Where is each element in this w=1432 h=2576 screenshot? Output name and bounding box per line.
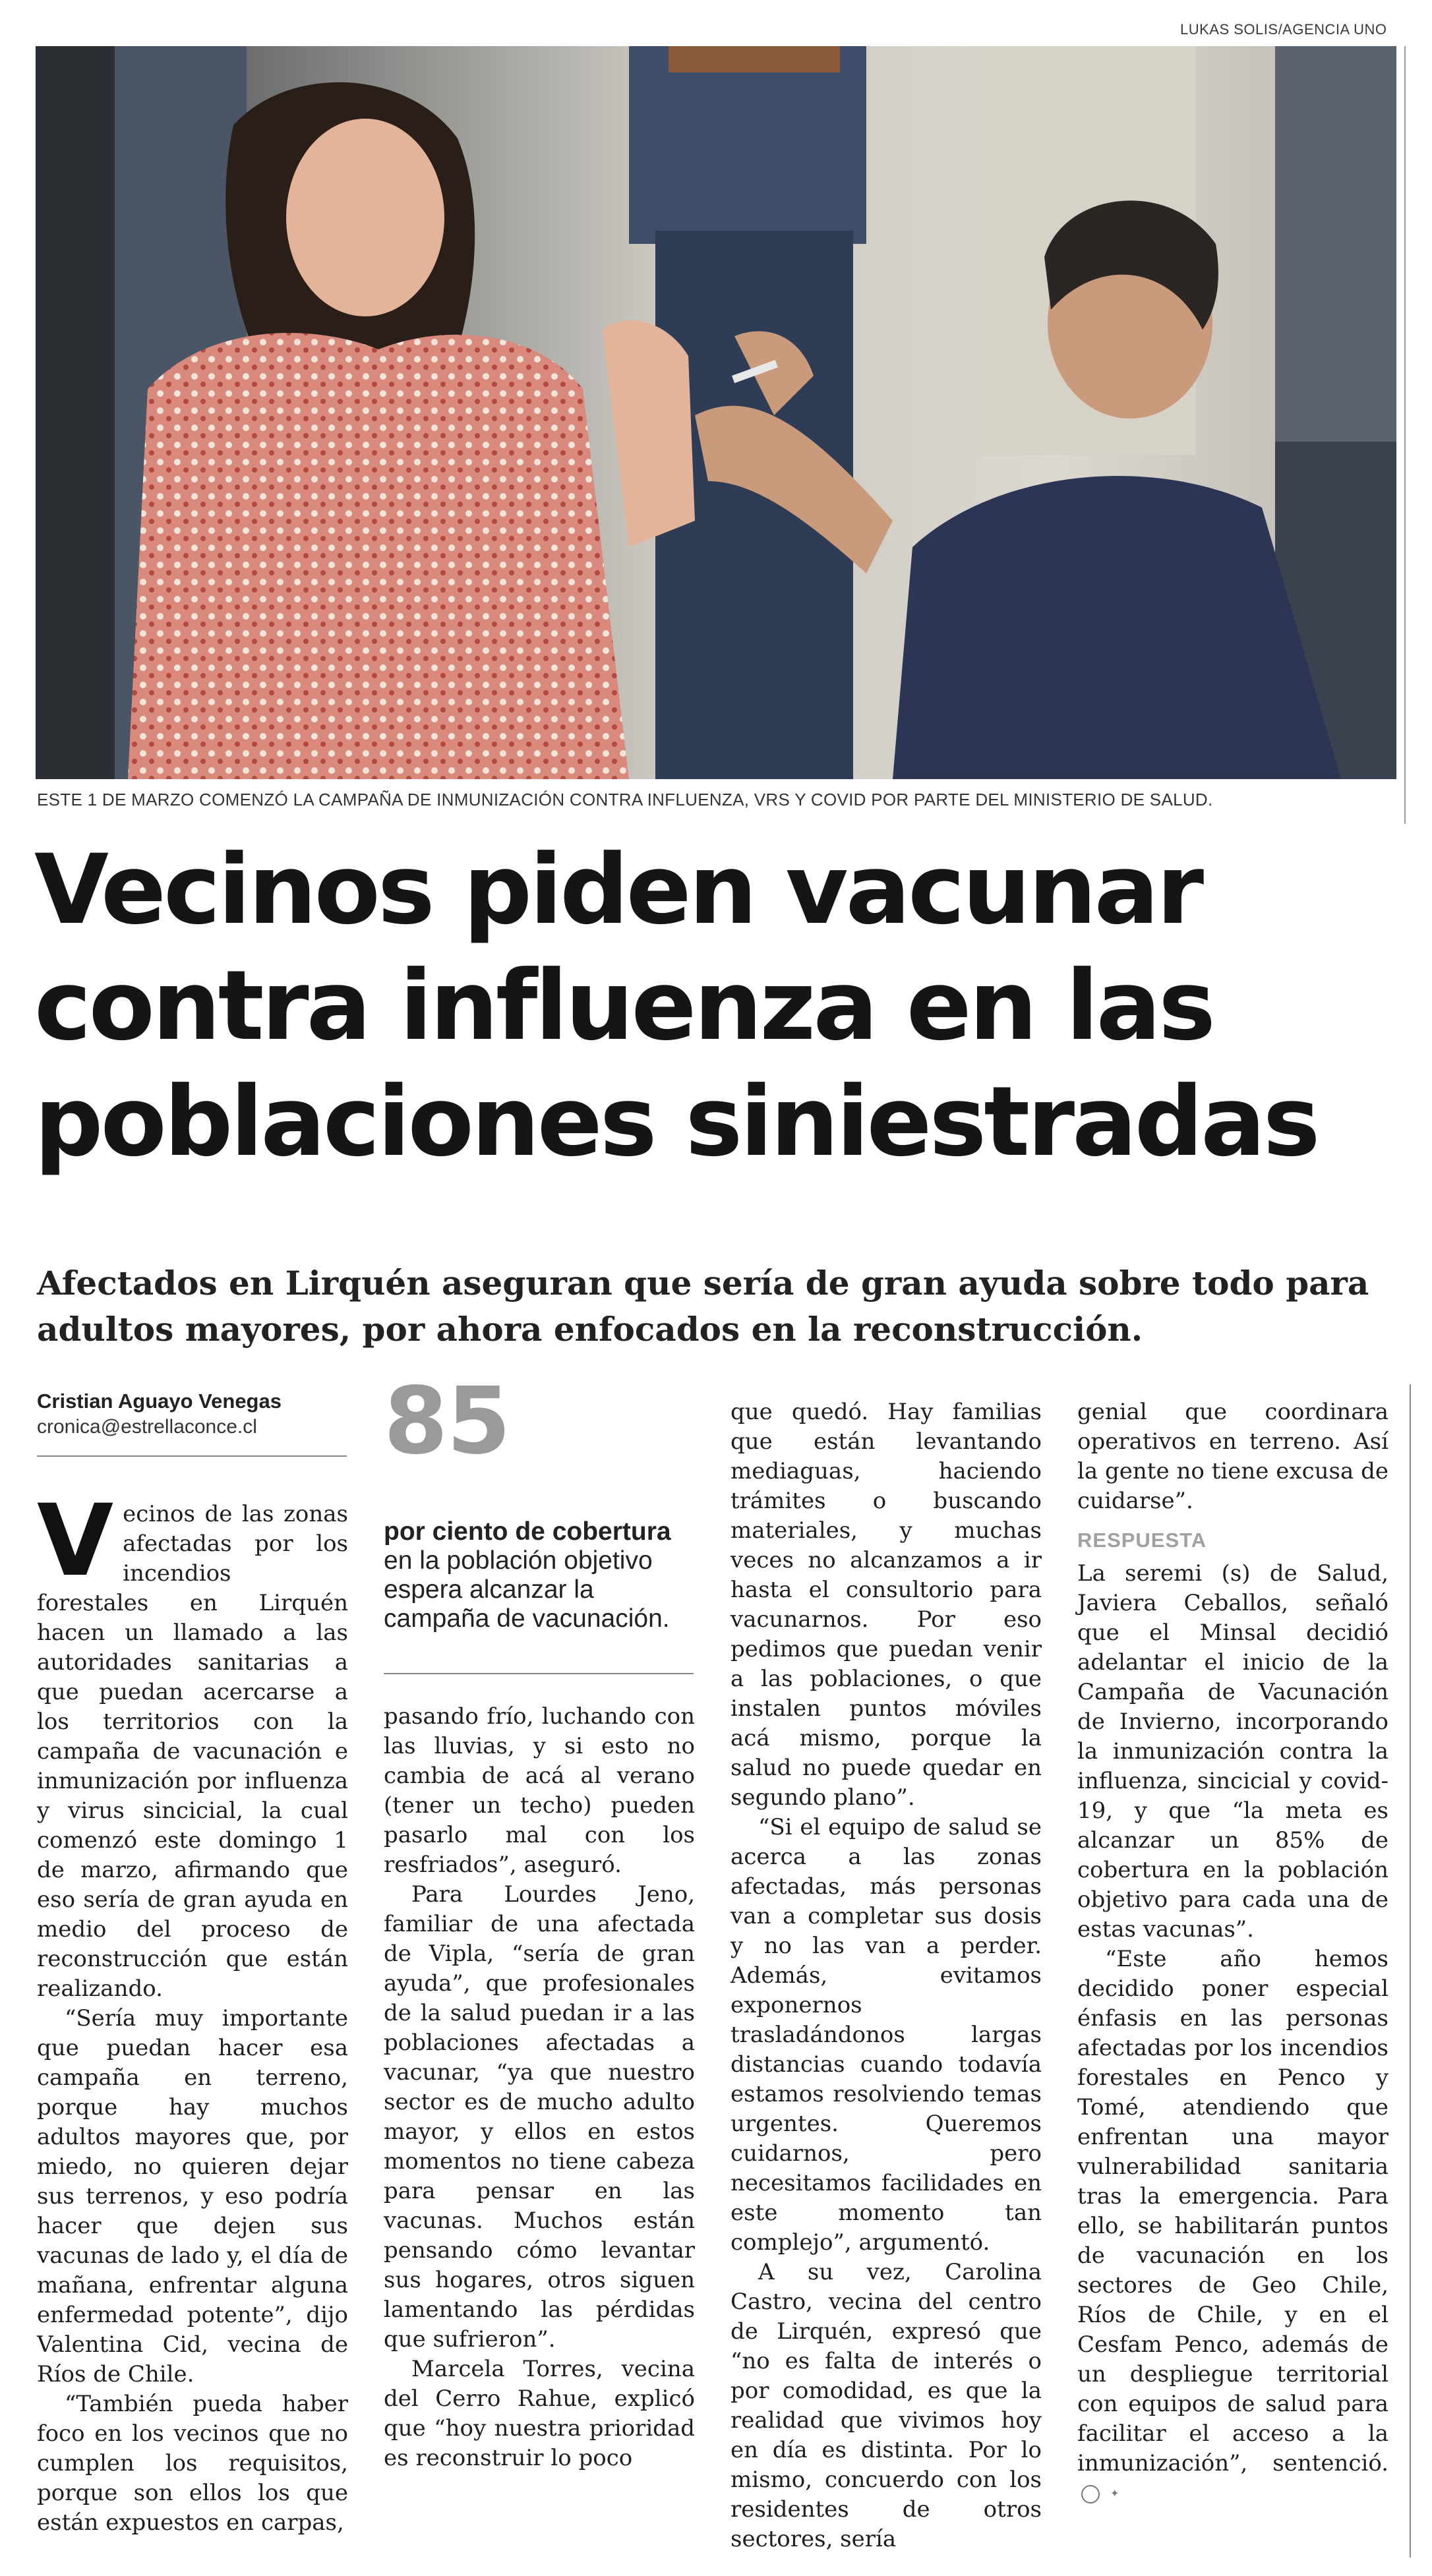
- subheadline: Afectados en Lirquén aseguran que sería de gran ayuda sobre todo para adultos mayores, por ahora enfocados en la reconstrucción.: [37, 1264, 1369, 1349]
- article-column-4: [1077, 1397, 1388, 2508]
- article-photo: [36, 46, 1396, 779]
- paragraph: genial que coordinara operativos en terreno. Así la gente no tiene excusa de cuidarse”.: [1077, 1399, 1388, 1514]
- section-heading: RESPUESTA: [1077, 1529, 1207, 1552]
- article-column-3: [731, 1397, 1042, 2554]
- headline-line-1: Vecinos piden vacunar: [34, 834, 1202, 946]
- drop-cap: V: [37, 1484, 114, 1598]
- stat-text: en la población objetivo espera alcanzar la campaña de vacunación.: [384, 1546, 670, 1633]
- paragraph: [1077, 1945, 1388, 2508]
- stat-bold-text: por ciento de cobertura: [384, 1517, 671, 1546]
- paragraph: [37, 1484, 348, 2004]
- vaccination-photo-illustration: [36, 46, 1396, 779]
- paragraph-text: ecinos de las zonas afectadas por los incendios forestales en Lirquén hacen un llamado a las autoridades sanitarias a que puedan acercarse a los territorios con la campaña de vacunación e inmunización por influenza y virus sincicial, la cual comenzó este domingo 1 de marzo, afirmando que eso sería de gran ayuda en medio del proceso de reconstrucción que están realizando.: [37, 1501, 348, 2002]
- author-name: Cristian Aguayo Venegas: [37, 1390, 282, 1413]
- byline-divider: [37, 1455, 347, 1457]
- byline: [37, 1390, 347, 1438]
- stat-number: 85: [384, 1368, 510, 1475]
- paragraph: “Si el equipo de salud se acerca a las zonas afectadas, más personas van a completar sus dosis y no las van a perder. Además, evitamos exponernos trasladándonos largas distancias cuando todavía estamos resolviendo temas urgentes. Queremos cuidarnos, pero necesitamos facilidades en este momento tan complejo”, argumentó.: [731, 1814, 1042, 2256]
- article-column-1: [37, 1484, 348, 2538]
- paragraph: Marcela Torres, vecina del Cerro Rahue, explicó que “hoy nuestra prioridad es reconstruir lo poco: [384, 2356, 695, 2471]
- article-column-2: [384, 1702, 695, 2473]
- paragraph: “También pueda haber foco en los vecinos que no cumplen los requisitos, porque son ellos los que están expuestos en carpas,: [37, 2391, 348, 2536]
- photo-caption: ESTE 1 DE MARZO COMENZÓ LA CAMPAÑA DE INMUNIZACIÓN CONTRA INFLUENZA, VRS Y COVID POR PARTE DEL MINISTERIO DE SALUD.: [37, 790, 1213, 809]
- stat-description: [384, 1517, 694, 1633]
- paragraph: “Sería muy importante que puedan hacer esa campaña en terreno, porque hay muchos adultos mayores que, por miedo, no quieren dejar sus terrenos, y eso podría hacer que dejen sus vacunas de lado y, el día de mañana, enfrentar alguna enfermedad potente”, dijo Valentina Cid, vecina de Ríos de Chile.: [37, 2005, 348, 2387]
- stat-divider: [384, 1673, 694, 1674]
- paragraph: Para Lourdes Jeno, familiar de una afectada de Vipla, “sería de gran ayuda”, que profesionales de la salud puedan ir a las poblaciones afectadas a vacunar, “ya que nuestro sector es de mucho adulto mayor, y ellos en estos momentos no tiene cabeza para pensar en las vacunas. Muchos están pensando cómo levantar sus hogares, otros siguen lamentando las pérdidas que sufrieron”.: [384, 1881, 695, 2353]
- frame-rule-right: [1410, 1384, 1411, 2558]
- stat-callout: [384, 1368, 694, 1633]
- headline: [34, 832, 1412, 1180]
- paragraph-text: “Este año hemos decidido poner especial énfasis en las personas afectadas por los incendios forestales en Penco y Tomé, atendiendo que enfrentan una mayor vulnerabilidad sanitaria tras la emergencia. Para ello, se habilitarán puntos de vacunación en los sectores de Geo Chile, Ríos de Chile, y en el Cesfam Penco, además de un despliegue territorial con equipos de salud para facilitar el acceso a la inmunización”, sentenció.: [1077, 1946, 1388, 2476]
- author-email[interactable]: cronica@estrellaconce.cl: [37, 1416, 257, 1438]
- end-of-article-icon: ✦: [1081, 2485, 1100, 2503]
- frame-rule-top: [1404, 46, 1406, 824]
- paragraph: pasando frío, luchando con las lluvias, y si esto no cambia de acá al verano (tener un techo) pueden pasarlo mal con los resfriados”, aseguró.: [384, 1703, 695, 1878]
- paragraph: La seremi (s) de Salud, Javiera Ceballos, señaló que el Minsal decidió adelantar el inicio de la Campaña de Vacunación de Invierno, incorporando la inmunización contra la influenza, sincicial y covid-19, y que “la meta es alcanzar un 85% de cobertura en la población objetivo para cada una de estas vacunas”.: [1077, 1560, 1388, 1943]
- photo-credit: LUKAS SOLIS/AGENCIA UNO: [1180, 21, 1387, 38]
- paragraph: que quedó. Hay familias que están levantando mediaguas, haciendo trámites o buscando materiales, y muchas veces no alcanzamos a ir hasta el consultorio para vacunarnos. Por eso pedimos que puedan venir a las poblaciones, o que instalen puntos móviles acá mismo, porque la salud no puede quedar en segundo plano”.: [731, 1399, 1042, 1811]
- headline-line-2: contra influenza en las: [34, 950, 1213, 1062]
- paragraph: A su vez, Carolina Castro, vecina del centro de Lirquén, expresó que “no es falta de interés o por comodidad, es que la realidad que vivimos hoy en día es distinta. Por lo mismo, concuerdo con los residentes de otros sectores, sería: [731, 2259, 1042, 2552]
- headline-line-3: poblaciones siniestradas: [34, 1066, 1318, 1178]
